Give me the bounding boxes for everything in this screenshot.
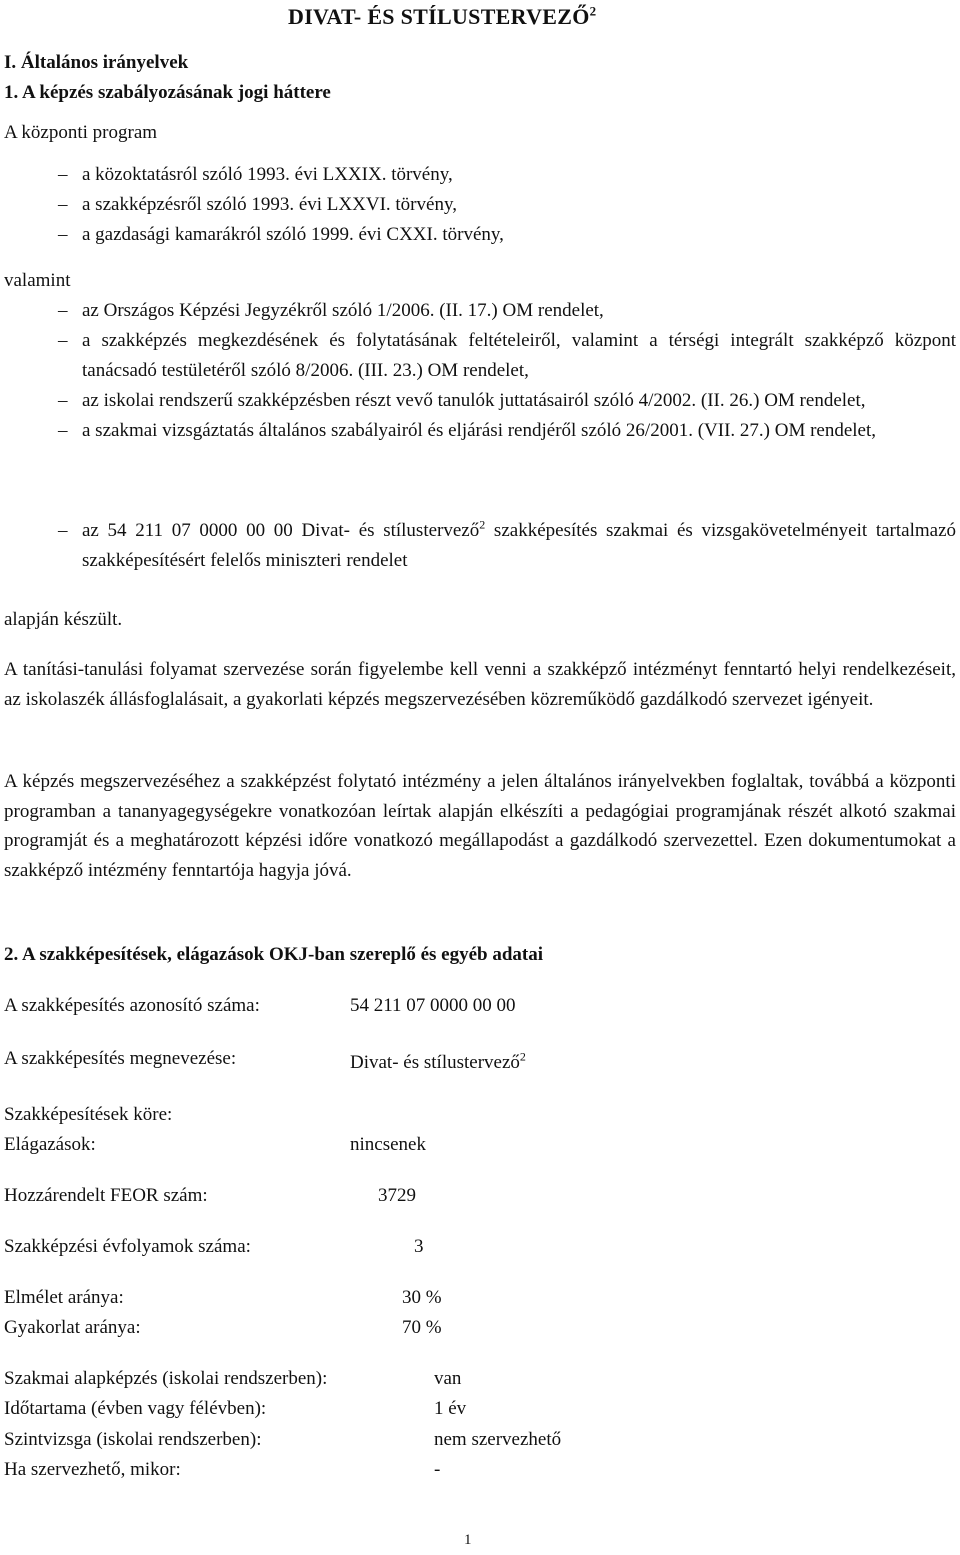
law-list-last: [4, 516, 956, 576]
subsection-heading-legal: 1. A képzés szabályozásának jogi háttere: [4, 82, 331, 103]
field-megnevezes: A szakképesítés megnevezése: Divat- és stílustervező$^2$: [4, 1048, 526, 1073]
list-item: – a szakképzésről szóló 1993. évi LXXVI. törvény,: [4, 190, 956, 220]
list-item: – az 54 211 07 0000 00 00 Divat- és stílustervező$^2$ szakképesítés szakmai és vizsgakövetelményeit tartalmazó szakképesítésért felelős miniszteri rendelet: [4, 516, 956, 576]
intro-text: A központi program: [4, 122, 158, 143]
field-evfolyam: Szakképzési évfolyamok száma: 3: [4, 1236, 424, 1257]
paragraph-program: A képzés megszervezéséhez a szakképzést folytató intézmény a jelen általános irányelvekben foglaltak, továbbá a központi programban a tananyagegységekre vonatkozóan leírtak alapján elkészíti a pedagógiai programjának részét alkotó szakmai programját és a meghatározott képzési időre vonatkozó megállapodást a gazdálkodó szervezettel. Ezen dokumentumokat a szakképző intézmény fenntartója hagyja jóvá.: [4, 771, 956, 881]
alapjan-text: alapján készült.: [4, 609, 123, 630]
field-idotartam: Időtartama (évben vagy félévben): 1 év: [4, 1398, 467, 1419]
list-item: – a szakképzés megkezdésének és folytatásának feltételeiről, valamint a térségi integrált szakképző központ tanácsadó testületéről szóló 8/2006. (III. 23.) OM rendelet,: [4, 326, 956, 386]
field-elagazas: Elágazások: nincsenek: [4, 1134, 426, 1155]
paragraph-organization: A tanítási-tanulási folyamat szervezése során figyelembe kell venni a szakképző intézményt fenntartó helyi rendelkezéseit, az iskolaszék állásfoglalásait, a gyakorlati képzés megszervezésében közreműködő gazdálkodó szervezet igényeit.: [4, 659, 956, 710]
document-page: [4, 0, 956, 1548]
field-alapkepzes: Szakmai alapképzés (iskolai rendszerben): van: [4, 1368, 462, 1389]
law-list-2: [4, 296, 956, 446]
list-item: – a gazdasági kamarákról szóló 1999. évi CXXI. törvény,: [4, 220, 956, 250]
list-item: – a szakmai vizsgáztatás általános szabályairól és eljárási rendjéről szóló 26/2001. (VII. 27.) OM rendelet,: [4, 416, 956, 446]
page-number: 1: [464, 1532, 472, 1548]
section-heading-general: I. Általános irányelvek: [4, 52, 189, 73]
valamint-text: valamint: [4, 270, 71, 291]
list-item: – az iskolai rendszerű szakképzésben részt vevő tanulók juttatásairól szóló 4/2002. (II. 26.) OM rendelet,: [4, 386, 956, 416]
law-list-1: [4, 160, 956, 250]
field-azonosito: A szakképesítés azonosító száma: 54 211 07 0000 00 00: [4, 995, 516, 1016]
field-feor: Hozzárendelt FEOR szám: 3729: [4, 1185, 416, 1206]
field-elmelet: Elmélet aránya: 30 %: [4, 1287, 442, 1308]
list-item: – az Országos Képzési Jegyzékről szóló 1/2006. (II. 17.) OM rendelet,: [4, 296, 956, 326]
field-kore: Szakképesítések köre:: [4, 1104, 173, 1125]
field-szintvizsga: Szintvizsga (iskolai rendszerben): nem szervezhető: [4, 1429, 562, 1450]
subsection-heading-okj: 2. A szakképesítések, elágazások OKJ-ban szereplő és egyéb adatai: [4, 944, 544, 965]
field-mikor: Ha szervezhető, mikor: -: [4, 1459, 441, 1480]
field-gyakorlat: Gyakorlat aránya: 70 %: [4, 1317, 442, 1338]
document-title: DIVAT- ÉS STÍLUSTERVEZŐ$^2$: [288, 3, 597, 29]
list-item: – a közoktatásról szóló 1993. évi LXXIX. törvény,: [4, 160, 956, 190]
